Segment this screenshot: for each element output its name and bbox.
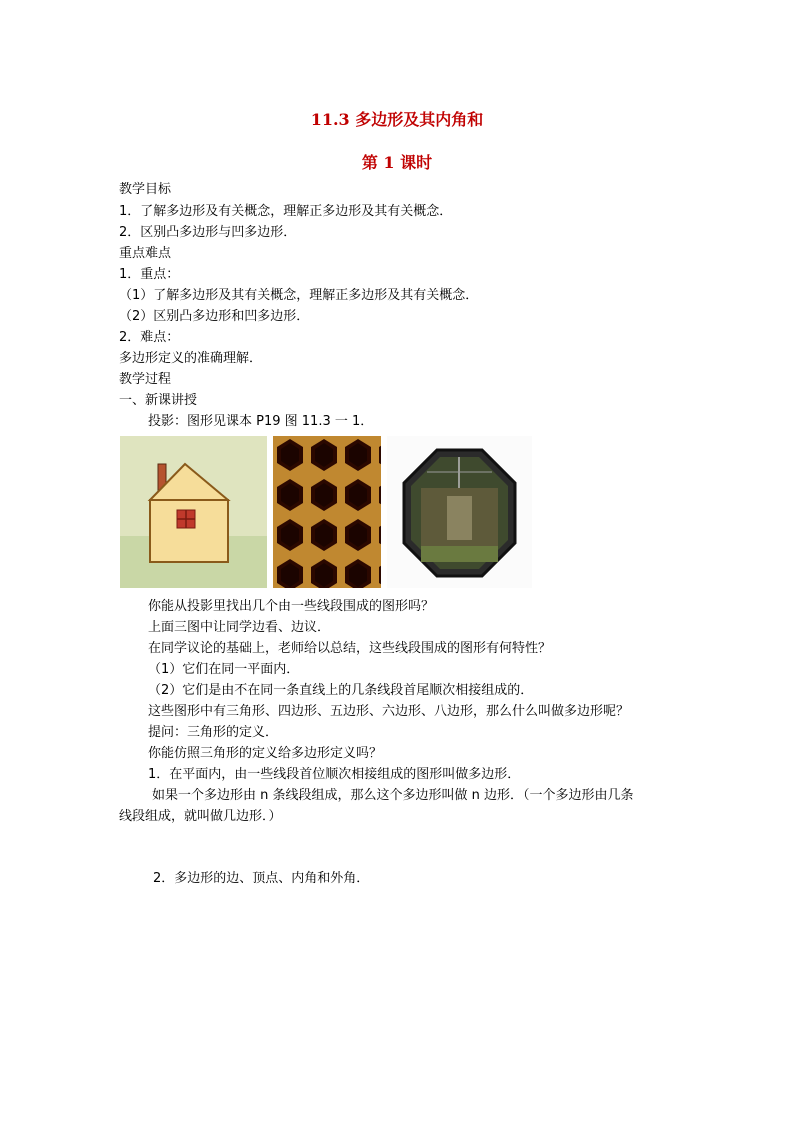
text-line: 这些图形中有三角形、四边形、五边形、六边形、八边形，那么什么叫做多边形呢？: [148, 704, 630, 719]
text-line: 2．难点：: [119, 330, 180, 345]
section-heading: 教学目标: [119, 182, 172, 197]
figure-strip: [120, 436, 532, 588]
honeycomb-picture: [273, 436, 381, 588]
text-line: 1．重点：: [119, 267, 180, 282]
text-line: （1）它们在同一平面内．: [148, 662, 300, 677]
text-line: 你能仿照三角形的定义给多边形定义吗？: [148, 746, 383, 761]
text-line: 你能从投影里找出几个由一些线段围成的图形吗？: [148, 599, 435, 614]
text-line: （1）了解多边形及其有关概念，理解正多边形及其有关概念．: [119, 288, 479, 303]
section-heading: 重点难点: [119, 246, 172, 261]
text-line: 如果一个多边形由 n 条线段组成，那么这个多边形叫做 n 边形．（一个多边形由几条: [152, 788, 634, 803]
page-subtitle: 第 1 课时: [361, 153, 433, 172]
text-line: 线段组成，就叫做几边形．）: [119, 809, 282, 824]
text-line: 1．了解多边形及有关概念，理解正多边形及其有关概念．: [119, 204, 453, 219]
text-line: 2．区别凸多边形与凹多边形．: [119, 225, 297, 240]
text-line: 在同学议论的基础上，老师给以总结，这些线段围成的图形有何特性？: [148, 641, 552, 656]
page-title: 11.3 多边形及其内角和: [310, 110, 484, 129]
text-line: 投影：图形见课本 P19 图 11.3 一 1．: [148, 414, 374, 429]
text-line: 上面三图中让同学边看、边议．: [148, 620, 331, 635]
text-line: 提问：三角形的定义．: [148, 725, 279, 740]
text-line: 多边形定义的准确理解．: [119, 351, 263, 366]
octagon-window-picture: [387, 436, 532, 588]
text-line: 2．多边形的边、顶点、内角和外角．: [153, 871, 370, 886]
section-heading: 教学过程: [119, 372, 172, 387]
text-line: （2）区别凸多边形和凹多边形．: [119, 309, 310, 324]
section-heading: 一、新课讲授: [119, 393, 198, 408]
definition-line: 1．在平面内，由一些线段首位顺次相接组成的图形叫做多边形．: [148, 767, 521, 782]
text-line: （2）它们是由不在同一条直线上的几条线段首尾顺次相接组成的．: [148, 683, 534, 698]
house-picture: [120, 436, 267, 588]
